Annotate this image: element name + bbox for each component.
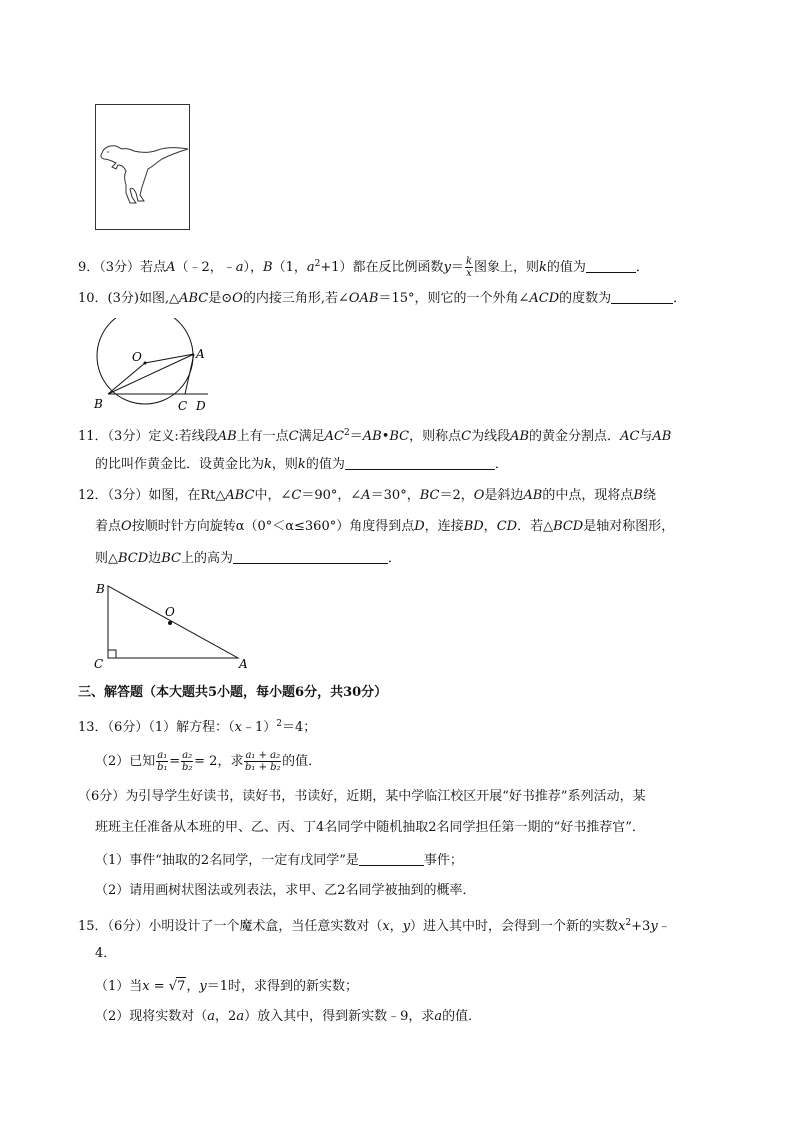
label-a: A [239,657,248,670]
label-b: B [94,397,103,411]
circle-figure [90,318,220,418]
question-15-line-1: 15．（6分）小明设计了一个魔术盒，当任意实数对（x，y）进入其中时，会得到一个新的实数$x^2+3y﹣$ [78,918,671,934]
line-oa [145,354,194,363]
point-o [168,621,172,625]
fraction-k-over-x: $\frac{k}{x}$ [465,256,472,279]
question-15-line-2: 4． [95,946,117,961]
line-bo [108,363,145,394]
question-12-line-2: 着点O按顺时针方向旋转α（0°＜α≤360°）角度得到点D，连接BD，CD．若△BCD是轴对称图形， [95,519,675,534]
label-o: O [132,350,142,364]
fraction-a2-b2: $\frac{\text{a₂}}{\text{b₂}}$ [181,750,193,773]
section-3-title: 三、解答题（本大题共5小题，每小题6分，共30分） [78,685,388,700]
question-15-part-1: （1）当x = √7，y＝1时，求得到的新实数； [95,979,359,994]
label-a: A [196,347,205,361]
question-9: 9．（3分）若点A（﹣2，﹣a），B（1，$a^2+1$）都在反比例函数y＝ $\frac{k}{x}$ 图象上，则k的值为 ． [78,256,649,279]
answer-blank [345,455,495,470]
question-14-line-1: （6分）为引导学生好读书，读好书，书读好，近期，某中学临江校区开展“好书推荐”系列活动，某 [78,789,646,804]
line-ac [185,354,194,394]
question-13-part-1: 13．（6分）（1）解方程：（x﹣1）$^2$＝4； [78,719,317,735]
triangle-figure [88,576,258,670]
question-14-line-2: 班班主任准备从本班的甲、乙、丙、丁4名同学中随机抽取2名同学担任第一期的“好书推荐官”． [95,820,645,835]
question-12-line-3: 则△BCD边BC上的高为 ． [95,551,401,566]
dinosaur-icon [96,105,189,229]
answer-blank [359,851,424,866]
answer-blank [611,289,673,304]
label-b: B [96,582,105,596]
triangle-abc [108,586,238,658]
answer-blank [233,549,388,564]
question-10: 10．(3分)如图,△ABC是⊙O的内接三角形,若∠OAB＝15°，则它的一个外角∠ACD的度数为 ． [78,291,687,306]
fraction-sum: $\frac{\text{a₁ + a₂}}{\text{b₁ + b₂}}$ [245,750,281,773]
question-11-line-1: 11．（3分）定义:若线段AB上有一点C满足$AC^2=AB•BC$，则称点C为线段AB的黄金分割点．AC与AB [78,428,672,444]
label-c: C [94,657,104,670]
sqrt-radicand: 7 [177,979,186,994]
question-14-part-2: （2）请用画树状图法或列表法，求甲、乙2名同学被抽到的概率． [95,883,476,898]
right-angle-mark [108,650,116,658]
answer-blank [586,258,636,273]
question-11-line-2: 的比叫作黄金比．设黄金比为k，则k的值为 ． [95,457,508,472]
fraction-a1-b1: $\frac{\text{a₁}}{\text{b₁}}$ [157,750,168,773]
label-c: C [178,399,188,413]
point-o [144,362,147,365]
question-14-part-1: （1）事件“抽取的2名同学，一定有戊同学”是 事件； [95,853,463,868]
question-13-part-2: （2）已知 $\frac{\text{a₁}}{\text{b₁}}$ = $\frac{\text{a₂}}{\text{b₂}}$ = 2，求 $\frac{\text{a₁ + a₂}}{\text{b₁ + b₂}}$ 的值． [95,750,322,773]
question-12-line-1: 12．（3分）如图，在Rt△ABC中，∠C＝90°，∠A＝30°，BC＝2，O是斜边AB的中点，现将点B绕 [78,488,656,503]
label-o: O [165,605,175,619]
question-15-part-2: （2）现将实数对（a，2a）放入其中，得到新实数﹣9，求a的值． [95,1009,482,1024]
label-d: D [196,399,206,413]
dinosaur-figure [95,104,190,230]
